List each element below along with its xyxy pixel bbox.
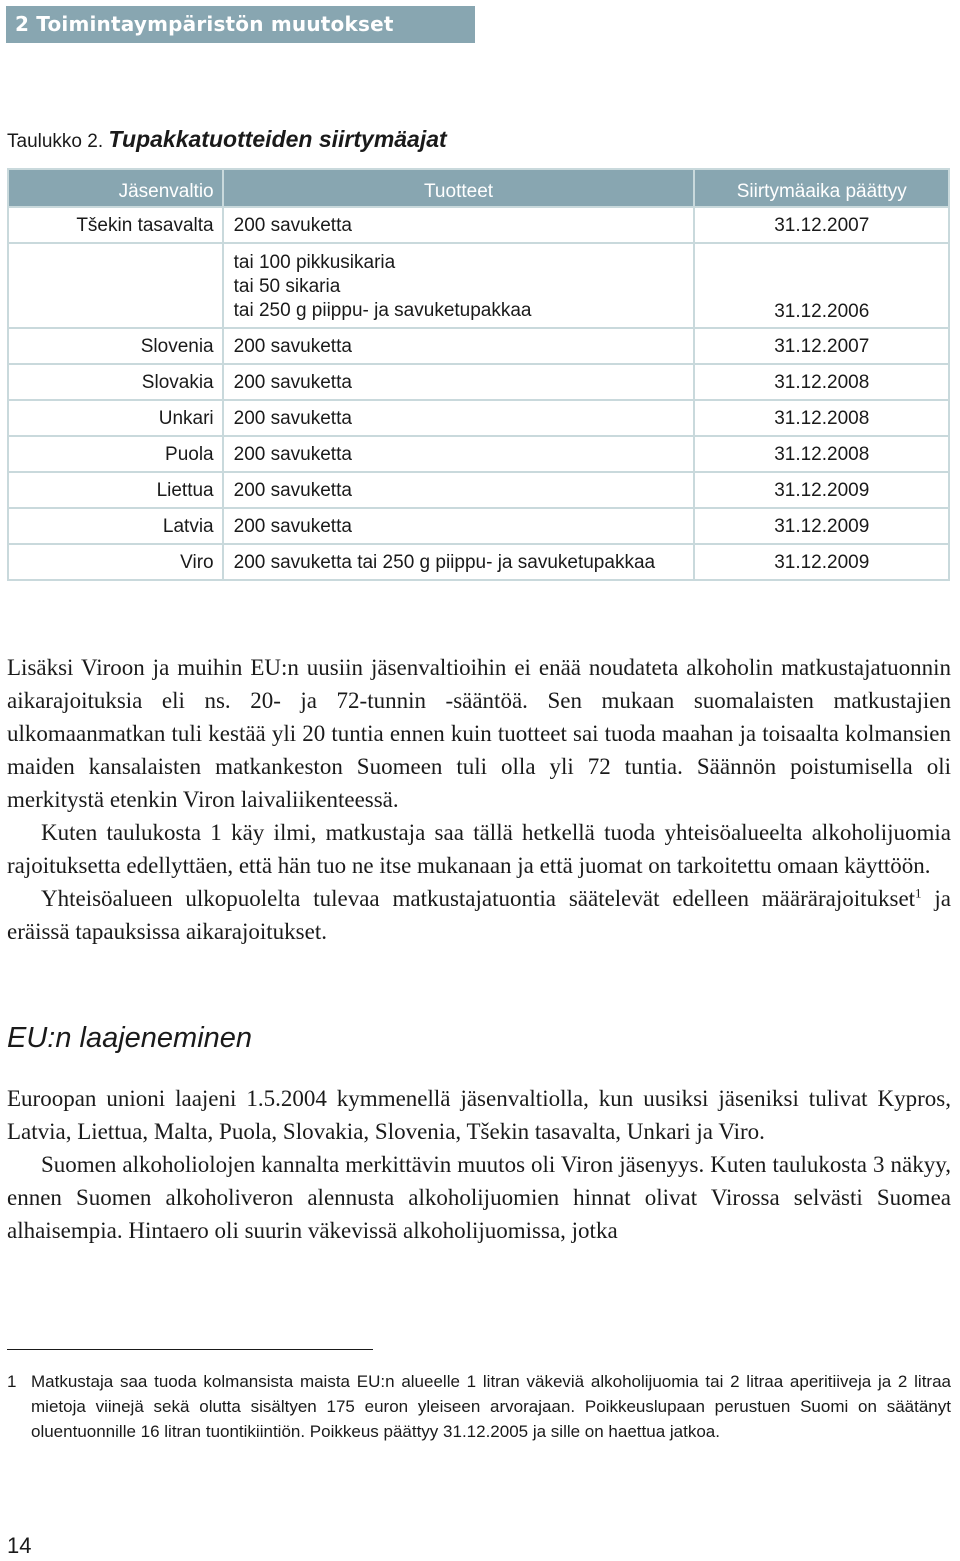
cell-products: 200 savuketta	[223, 472, 695, 508]
cell-products: 200 savuketta	[223, 436, 695, 472]
transition-periods-table	[7, 168, 950, 581]
header-member-state: Jäsenvaltio	[8, 169, 223, 207]
body-paragraph: Euroopan unioni laajeni 1.5.2004 kymmenellä jäsenvaltiolla, kun uusiksi jäseniksi tulivat Kypros, Latvia, Liettua, Malta, Puola, Slovakia, Slovenia, Tšekin tasavalta, Unkari ja Viro.	[7, 1086, 951, 1144]
cell-country: Slovakia	[8, 364, 223, 400]
table-row	[8, 544, 949, 580]
table-row	[8, 364, 949, 400]
cell-country: Latvia	[8, 508, 223, 544]
table-row	[8, 436, 949, 472]
cell-products: 200 savuketta	[223, 207, 695, 243]
body-paragraph: Suomen alkoholiolojen kannalta merkittävin muutos oli Viron jäsenyys. Kuten taulukosta 3 näkyy, ennen Suomen alkoholiveron alennusta alkoholijuomien hinnat olivat Virossa selvästi Suomea alhaisempia. Hintaero oli suurin väkevissä alkoholijuomissa, jotka	[7, 1152, 951, 1243]
cell-end-date: 31.12.2008	[694, 364, 949, 400]
cell-end-date: 31.12.2007	[694, 328, 949, 364]
cell-products	[223, 243, 695, 328]
body-paragraph	[7, 882, 951, 948]
section-header: 2 Toimintaympäristön muutokset	[6, 6, 475, 43]
cell-country: Liettua	[8, 472, 223, 508]
cell-products: 200 savuketta	[223, 508, 695, 544]
header-products: Tuotteet	[223, 169, 695, 207]
cell-end-date: 31.12.2009	[694, 472, 949, 508]
product-line: tai 250 g piippu- ja savuketupakkaa	[233, 300, 532, 321]
cell-country: Viro	[8, 544, 223, 580]
cell-country: Unkari	[8, 400, 223, 436]
table-caption-prefix: Taulukko 2.	[7, 131, 104, 152]
body-text-block-1	[7, 651, 951, 948]
header-transition-ends: Siirtymäaika päättyy	[694, 169, 949, 207]
product-line: tai 100 pikkusikaria	[233, 252, 396, 273]
cell-country	[8, 243, 223, 328]
section-subheading: EU:n laajeneminen	[7, 1022, 253, 1054]
cell-products: 200 savuketta tai 250 g piippu- ja savuketupakkaa	[223, 544, 695, 580]
table-row	[8, 400, 949, 436]
cell-end-date: 31.12.2007	[694, 207, 949, 243]
cell-end-date: 31.12.2009	[694, 508, 949, 544]
paragraph-text: Yhteisöalueen ulkopuolelta tulevaa matkustajatuontia säätelevät edelleen määrärajoitukset	[41, 886, 916, 911]
table-caption	[7, 126, 447, 153]
cell-country: Tšekin tasavalta	[8, 207, 223, 243]
cell-products: 200 savuketta	[223, 328, 695, 364]
cell-products: 200 savuketta	[223, 364, 695, 400]
cell-end-date: 31.12.2008	[694, 400, 949, 436]
body-text-block-2	[7, 1082, 951, 1247]
body-paragraph: Lisäksi Viroon ja muihin EU:n uusiin jäsenvaltioihin ei enää noudateta alkoholin matkustajatuonnin aikarajoituksia eli ns. 20- ja 72-tunnin -sääntöä. Sen mukaan suomalaisten matkustajien ulkomaanmatkan tuli kestää yli 20 tuntia ennen kuin tuotteet sai tuoda maahan ja toisaalta kolmansien maiden kansalaisten matkankeston Suomeen tuli olla yli 72 tuntia. Säännön poistumisella oli merkitystä etenkin Viron laivaliikenteessä.	[7, 655, 951, 812]
cell-end-date: 31.12.2009	[694, 544, 949, 580]
cell-end-date: 31.12.2006	[694, 243, 949, 328]
product-line: tai 50 sikaria	[233, 276, 341, 297]
table-row	[8, 328, 949, 364]
table-row	[8, 472, 949, 508]
body-paragraph: Kuten taulukosta 1 käy ilmi, matkustaja saa tällä hetkellä tuoda yhteisöalueelta alkoholijuomia rajoituksetta edellyttäen, että hän tuo ne itse mukanaan ja että juomat on tarkoitettu omaan käyttöön.	[7, 820, 951, 878]
footnote-text: Matkustaja saa tuoda kolmansista maista EU:n alueelle 1 litran väkeviä alkoholijuomia tai 2 litraa aperitiiveja ja 2 litraa mietoja viinejä sekä olutta sisältyen 175 euron yleiseen arvorajaan. Poikkeuslupaan perustuen Suomi on säätänyt oluentuonnille 16 litran tuontikiintiön. Poikkeus päättyy 31.12.2005 ja sille on haettua jatkoa.	[31, 1372, 951, 1441]
table-row	[8, 243, 949, 328]
footnote-divider	[7, 1349, 373, 1350]
cell-end-date: 31.12.2008	[694, 436, 949, 472]
paragraph-text: ja eräissä tapauksissa aikarajoitukset.	[7, 886, 951, 944]
table-caption-title: Tupakkatuotteiden siirtymäajat	[108, 126, 447, 152]
cell-country: Puola	[8, 436, 223, 472]
table-row	[8, 508, 949, 544]
footnote-reference[interactable]: 1	[915, 885, 922, 901]
table-row	[8, 207, 949, 243]
page-number: 14	[7, 1533, 32, 1558]
table-header-row	[8, 169, 949, 207]
cell-country: Slovenia	[8, 328, 223, 364]
footnote	[7, 1369, 951, 1444]
cell-products: 200 savuketta	[223, 400, 695, 436]
footnote-number: 1	[7, 1372, 17, 1391]
